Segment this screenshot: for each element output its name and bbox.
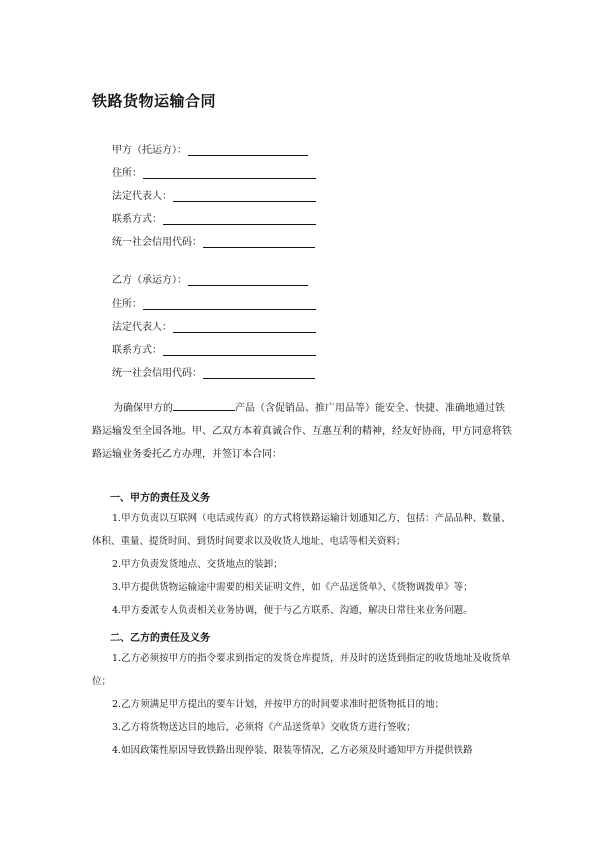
party-b-address-blank[interactable] (143, 299, 316, 310)
party-b-rep-field (112, 318, 316, 333)
party-a-rep-field (112, 187, 316, 202)
party-b-credit-blank[interactable] (203, 368, 315, 379)
party-b-contact-label: 联系方式： (112, 345, 162, 356)
section-2-item: 2.乙方须满足甲方提出的要车计划，并按甲方的时间要求准时把货物抵目的地； (112, 699, 445, 710)
party-b-credit-field (112, 364, 315, 379)
section-2-heading: 二、乙方的责任及义务 (110, 633, 210, 644)
section-1-item: 2.甲方负责发货地点、交货地点的装卸； (112, 559, 283, 570)
party-b-rep-label: 法定代表人： (112, 322, 172, 333)
party-b-rep-blank[interactable] (173, 322, 316, 333)
section-1-item: 3.甲方提供货物运输途中需要的相关证明文件，如《产品送货单》、《货物调拨单》等； (112, 582, 473, 593)
document-title: 铁路货物运输合同 (92, 92, 217, 110)
product-name-blank[interactable] (173, 399, 235, 411)
party-a-contact-label: 联系方式： (112, 214, 162, 225)
intro-prefix: 为确保甲方的 (113, 403, 173, 414)
party-a-rep-blank[interactable] (173, 191, 316, 202)
section-1-heading: 一、甲方的责任及义务 (110, 493, 210, 504)
party-b-header-label: 乙方（承运方）： (112, 275, 187, 286)
party-b-address-field (112, 295, 316, 310)
party-b-credit-label: 统一社会信用代码： (112, 368, 202, 379)
party-a-contact-field (112, 210, 316, 225)
party-b-contact-field (112, 341, 316, 356)
party-a-rep-label: 法定代表人： (112, 191, 172, 202)
party-b-contact-blank[interactable] (163, 345, 316, 356)
section-2-item: 1.乙方必须按甲方的指令要求到指定的发货仓库提货，并及时的送货到指定的收货地址及收货单位； (92, 653, 511, 687)
party-b-name-blank[interactable] (188, 275, 308, 286)
party-b-header-field (112, 271, 308, 286)
section-2-item: 4.如因政策性原因导致铁路出现停装、限装等情况，乙方必须及时通知甲方并提供铁路 (112, 745, 473, 756)
party-a-contact-blank[interactable] (163, 214, 316, 225)
party-a-header-field (112, 141, 308, 156)
section-1-item: 4.甲方委派专人负责相关业务协调，便于与乙方联系、沟通，解决日常往来业务问题。 (112, 605, 473, 616)
party-a-name-blank[interactable] (188, 145, 308, 156)
intro-paragraph (92, 397, 512, 466)
party-a-address-blank[interactable] (143, 168, 316, 179)
party-a-credit-field (112, 233, 315, 248)
party-b-address-label: 住所： (112, 299, 142, 310)
intro-suffix: 产品（含促销品、推广用品等）能安全、快捷、准确地通过铁路运输发至全国各地。甲、乙双方本着真诚合作、互惠互利的精神，经友好协商，甲方同意将铁路运输业务委托乙方办理，并签订本合同： (92, 403, 512, 460)
party-a-credit-blank[interactable] (203, 237, 315, 248)
party-a-credit-label: 统一社会信用代码： (112, 237, 202, 248)
section-1-item: 1.甲方负责以互联网（电话或传真）的方式将铁路运输计划通知乙方，包括：产品品种、数量、体积、重量、提货时间、到货时间要求以及收货人地址、电话等相关资料； (92, 513, 511, 547)
party-a-address-label: 住所： (112, 168, 142, 179)
section-2-item: 3.乙方将货物送达目的地后，必须将《产品送货单》交收货方进行签收； (112, 722, 416, 733)
party-a-address-field (112, 164, 316, 179)
party-a-header-label: 甲方（托运方）： (112, 145, 187, 156)
